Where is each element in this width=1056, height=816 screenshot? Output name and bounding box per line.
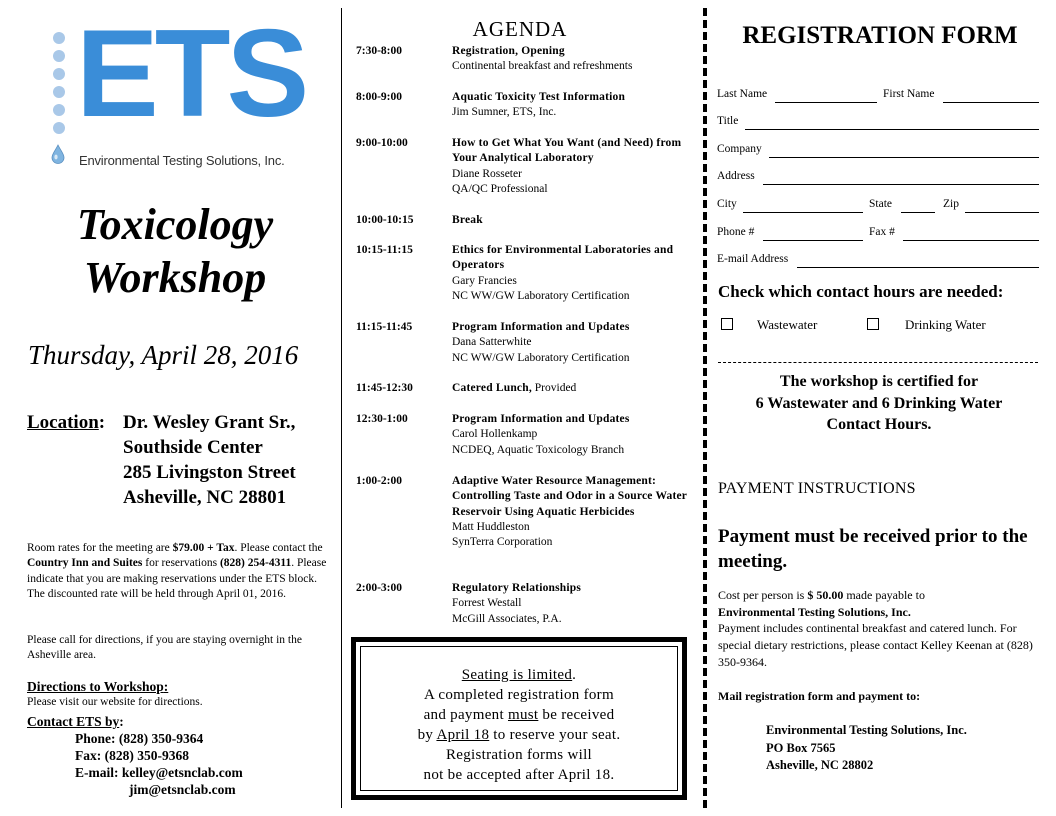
title-line-2: Workshop bbox=[83, 253, 267, 302]
zip-label: Zip bbox=[943, 198, 959, 210]
email-field[interactable] bbox=[797, 267, 1039, 268]
location-line-2: Southside Center bbox=[123, 437, 263, 458]
location-block: Location: Dr. Wesley Grant Sr., Southside Center 285 Livingston Street Asheville, NC 28801 bbox=[27, 412, 296, 508]
wastewater-checkbox[interactable] bbox=[721, 318, 733, 330]
form-row-name bbox=[717, 88, 1039, 106]
drinking-water-checkbox[interactable] bbox=[867, 318, 879, 330]
registration-form-title: REGISTRATION FORM bbox=[742, 22, 1018, 49]
email-label: E-mail Address bbox=[717, 253, 789, 265]
company-label: Company bbox=[717, 143, 762, 155]
mail-address: Environmental Testing Solutions, Inc. PO Box 7565 Asheville, NC 28802 bbox=[766, 723, 967, 772]
column-divider-dashed bbox=[703, 8, 707, 808]
phone-label: Phone # bbox=[717, 226, 755, 238]
last-name-label: Last Name bbox=[717, 88, 768, 100]
location-line-3: 285 Livingston Street bbox=[123, 462, 296, 483]
seating-line-4: by April 18 to reserve your seat. bbox=[417, 727, 621, 743]
drinking-water-label: Drinking Water bbox=[905, 317, 986, 332]
cert-line-1: The workshop is certified for bbox=[779, 373, 979, 390]
location-line-1: Dr. Wesley Grant Sr., bbox=[123, 412, 296, 433]
water-drop-icon bbox=[50, 144, 66, 164]
directions-heading: Directions to Workshop bbox=[27, 679, 164, 694]
form-row-address bbox=[717, 170, 1039, 188]
directions-block: Directions to Workshop: Please visit our website for directions. bbox=[27, 679, 337, 710]
certification-notice bbox=[718, 371, 1040, 436]
agenda-title: AGENDA bbox=[472, 17, 568, 41]
title-field[interactable] bbox=[745, 129, 1039, 130]
contact-block: Contact ETS by: Phone: (828) 350-9364 Fax: (828) 350-9368 E-mail: kelley@etsnclab.com jim@etsnclab.com bbox=[27, 713, 337, 798]
logo-letters: ETS bbox=[76, 5, 306, 143]
mail-heading: Mail registration form and payment to: bbox=[718, 689, 921, 703]
city-field[interactable] bbox=[743, 212, 863, 213]
form-row-company bbox=[717, 143, 1039, 161]
phone-field[interactable] bbox=[763, 240, 863, 241]
form-row-email bbox=[717, 253, 1039, 271]
first-name-field[interactable] bbox=[943, 102, 1039, 103]
cert-line-2: 6 Wastewater and 6 Drinking Water bbox=[755, 394, 1003, 412]
seating-line-2: A completed registration form bbox=[424, 687, 614, 703]
form-row-city bbox=[717, 198, 1039, 216]
directions-text: Please visit our website for directions. bbox=[27, 696, 203, 708]
seating-line-5: Registration forms will bbox=[445, 747, 593, 763]
company-field[interactable] bbox=[769, 157, 1039, 158]
location-line-4: Asheville, NC 28801 bbox=[123, 487, 287, 508]
city-label: City bbox=[717, 198, 737, 210]
seating-line-3: and payment must be received bbox=[423, 707, 615, 723]
address-label: Address bbox=[717, 170, 755, 182]
contact-hours-heading: Check which contact hours are needed: bbox=[718, 282, 1004, 301]
seating-notice-box bbox=[351, 637, 687, 800]
fax-label: Fax # bbox=[869, 226, 895, 238]
logo-subtitle: Environmental Testing Solutions, Inc. bbox=[79, 153, 285, 168]
ets-logo bbox=[48, 5, 318, 176]
title-line-1: Toxicology bbox=[76, 200, 274, 249]
zip-field[interactable] bbox=[965, 212, 1039, 213]
address-field[interactable] bbox=[763, 184, 1039, 185]
form-row-title bbox=[717, 115, 1039, 133]
room-rates-text: Room rates for the meeting are $79.00 + Tax. Please contact the Country Inn and Suites for reservations (828) 254-4311. Please indicate that you are making reservations under the ETS block. The discounted rate will be held through April 01, 2016. bbox=[27, 542, 327, 600]
seating-line-1: Seating is limited. bbox=[461, 667, 577, 683]
column-divider-left bbox=[341, 8, 342, 808]
workshop-title bbox=[20, 198, 330, 304]
contact-fax: Fax: (828) 350-9368 bbox=[75, 748, 189, 763]
seating-line-6: not be accepted after April 18. bbox=[423, 767, 615, 783]
payment-heading: PAYMENT INSTRUCTIONS bbox=[718, 480, 916, 497]
contact-email-1[interactable]: E-mail: kelley@etsnclab.com bbox=[75, 765, 243, 780]
fax-field[interactable] bbox=[903, 240, 1039, 241]
wastewater-label: Wastewater bbox=[757, 317, 818, 332]
state-label: State bbox=[869, 198, 892, 210]
first-name-label: First Name bbox=[883, 88, 935, 100]
title-label: Title bbox=[717, 115, 739, 127]
last-name-field[interactable] bbox=[775, 102, 877, 103]
form-row-phone bbox=[717, 226, 1039, 244]
contact-heading: Contact ETS by bbox=[27, 714, 120, 729]
contact-phone: Phone: (828) 350-9364 bbox=[75, 731, 204, 746]
cert-line-3: Contact Hours. bbox=[826, 416, 932, 433]
location-label: Location bbox=[27, 412, 99, 433]
event-date: Thursday, April 28, 2016 bbox=[28, 340, 299, 370]
payment-details: Cost per person is $ 50.00 made payable to Environmental Testing Solutions, Inc. Payment includes continental breakfast and catered lunch. For special dietary restrictions, please contact Kelley Keenan at (828) 350-9364. bbox=[718, 588, 1033, 669]
dashed-separator bbox=[718, 362, 1038, 363]
call-directions-text: Please call for directions, if you are staying overnight in the Asheville area. bbox=[27, 634, 302, 662]
contact-email-2[interactable]: jim@etsnclab.com bbox=[129, 782, 236, 797]
payment-deadline: Payment must be received prior to the meeting. bbox=[718, 526, 1028, 572]
state-field[interactable] bbox=[901, 212, 935, 213]
